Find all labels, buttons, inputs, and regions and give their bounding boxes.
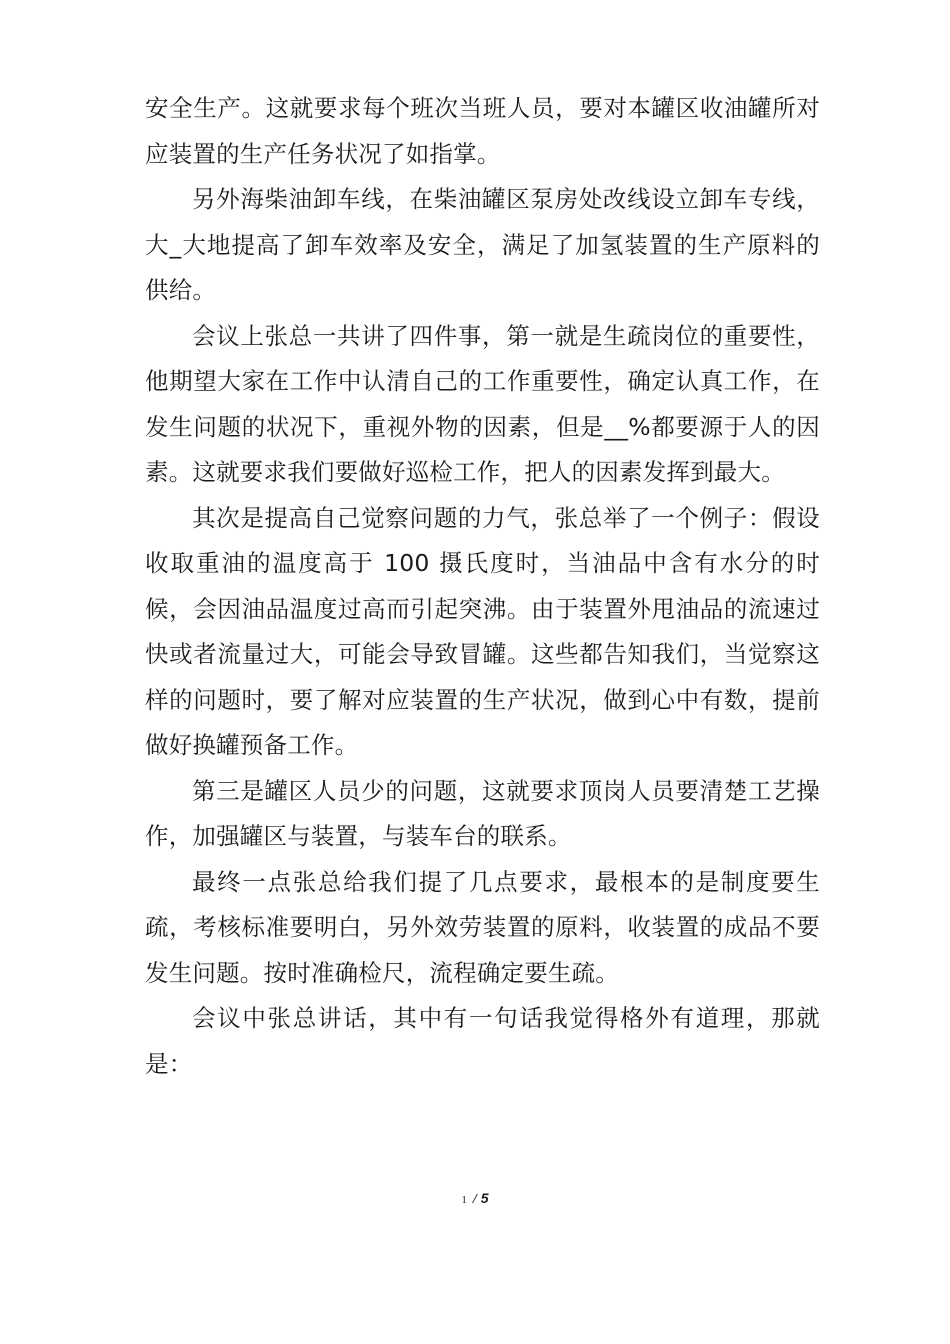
current-page-number: 1 <box>461 1194 467 1206</box>
page-separator: / <box>472 1192 477 1207</box>
page-number-footer <box>0 1190 950 1208</box>
paragraph-4: 其次是提高自己觉察问题的力气，张总举了一个例子：假设收取重油的温度高于 100 摄氏度时，当油品中含有水分的时候，会因油品温度过高而引起突沸。由于装置外甩油品的流速过快或者流量过大，可能会导致冒罐。这些都告知我们，当觉察这样的问题时，要了解对应装置的生产状况，做到心中有数，提前做好换罐预备工作。 <box>145 503 820 759</box>
paragraph-5: 第三是罐区人员少的问题，这就要求顶岗人员要清楚工艺操作，加强罐区与装置，与装车台的联系。 <box>145 776 820 850</box>
paragraph-6: 最终一点张总给我们提了几点要求，最根本的是制度要生疏，考核标准要明白，另外效劳装置的原料，收装置的成品不要发生问题。按时准确检尺，流程确定要生疏。 <box>145 867 820 987</box>
paragraph-1: 安全生产。这就要求每个班次当班人员，要对本罐区收油罐所对应装置的生产任务状况了如指掌。 <box>145 94 820 168</box>
body-text <box>145 86 820 1087</box>
paragraph-7: 会议中张总讲话，其中有一句话我觉得格外有道理，那就是： <box>145 1004 820 1078</box>
total-pages: 5 <box>480 1190 489 1206</box>
paragraph-3: 会议上张总一共讲了四件事，第一就是生疏岗位的重要性，他期望大家在工作中认清自己的工作重要性，确定认真工作，在发生问题的状况下，重视外物的因素，但是__%都要源于人的因素。这就要求我们要做好巡检工作，把人的因素发挥到最大。 <box>145 321 820 486</box>
paragraph-2: 另外海柴油卸车线，在柴油罐区泵房处改线设立卸车专线，大_大地提高了卸车效率及安全，满足了加氢装置的生产原料的供给。 <box>145 185 820 304</box>
